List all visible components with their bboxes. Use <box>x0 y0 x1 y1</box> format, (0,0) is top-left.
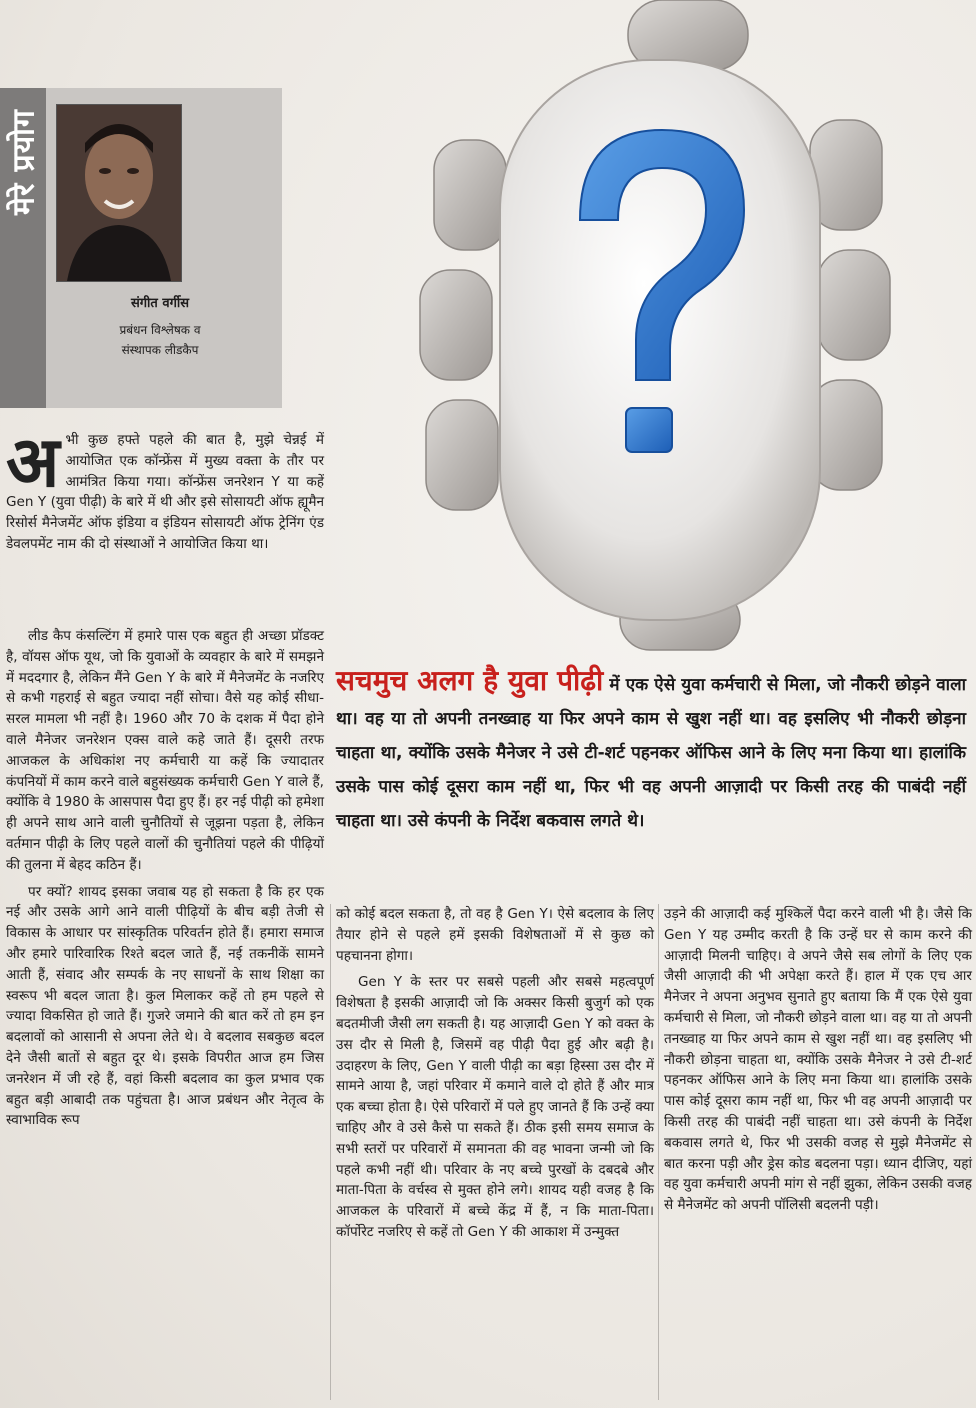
question-table-icon <box>400 0 976 660</box>
article-column-2 <box>336 904 654 1249</box>
author-title <box>60 320 260 360</box>
drop-cap: अ <box>6 421 60 503</box>
column-divider <box>330 904 331 1400</box>
article-paragraph <box>6 421 324 555</box>
article-paragraph: पर क्यों? शायद इसका जवाब यह हो सकता है कि हर एक नई और उसके आगे आने वाली पीढ़ियों के बीच बड़ी तेजी से विकास के आधार पर सांस्कृतिक परिवर्तन होते हैं। हमारा समाज और हमारे पारिवारिक रिश्ते बदल जाते हैं, नई तकनीकें सामने आती हैं, संवाद और सम्पर्क के नए साधनों के साथ शिक्षा का स्वरूप भी बदल जाता है। कुल मिलाकर कहें तो हम पहले से ज्यादा विकसित हो जाते हैं। गुजरे जमाने की बात करें तो हम इन बदलावों को आसानी से अपना लेते थे। वे बदलाव सबकुछ बदल देने जैसी बातों से बहुत दूर थे। इसके विपरीत आज हम जिस जनरेशन में जी रहे हैं, वहां किसी बदलाव का कुल प्रभाव एक बहुत बड़ी आबादी तक पहुंचता है। आज प्रबंधन और नेतृत्व के स्वाभाविक रूप <box>6 883 324 1129</box>
article-paragraph: उड़ने की आज़ादी कई मुश्किलें पैदा करने वाली भी है। जैसे कि Gen Y यह उम्मीद करती है कि उन्हें घर से काम करने की आज़ादी मिलनी चाहिए। वे अपने जैसे सब लोगों के लिए एक जैसी आज़ादी की भी अपेक्षा करते हैं। हाल में एक एच आर मैनेजर ने अपना अनुभव सुनाते हुए बताया कि मैं एक ऐसे युवा कर्मचारी से मिला, जो नौकरी छोड़ने वाला था। वह या तो अपनी तनख्वाह या फिर अपने काम से खुश नहीं था। वह इसलिए भी नौकरी छोड़ना चाहता था, क्योंकि उसके मैनेजर ने उसे टी-शर्ट पहनकर ऑफिस आने के लिए मना किया था। हालांकि उसके पास कोई दूसरा काम नहीं था, फिर भी वह अपनी आज़ादी पर किसी तरह की पाबंदी नहीं चाहता था। उसे कंपनी के निर्देश बकवास लगते थे, फिर भी उसकी वजह से मुझे मैनेजमेंट से बात करना पड़ी और ड्रेस कोड बदलना पड़ा। ध्यान दीजिए, यहां वह युवा कर्मचारी अपनी मांग से नहीं झुका, लेकिन उसकी वजह से मैनेजमेंट को अपनी पॉलिसी बदलनी पड़ी। <box>664 906 972 1214</box>
headline-text: में एक ऐसे युवा कर्मचारी से मिला, जो नौकरी छोड़ने वाला था। वह या तो अपनी तनख्वाह या फिर अपने काम से खुश नहीं था। वह इसलिए भी नौकरी छोड़ना चाहता था, क्योंकि उसके मैनेजर ने उसे टी-शर्ट पहनकर ऑफिस आने के लिए मना किया था। हालांकि उसके पास कोई दूसरा काम नहीं था, फिर भी वह अपनी आज़ादी पर किसी तरह की पाबंदी नहीं चाहता था। उसे कंपनी के निर्देश बकवास लगते थे। <box>336 675 967 831</box>
article-paragraph: Gen Y के स्तर पर सबसे पहली और सबसे महत्वपूर्ण विशेषता है इसकी आज़ादी जो कि अक्सर किसी बुजुर्ग को एक बदतमीजी जैसी लग सकती है। यह आज़ादी Gen Y को वक्त के उस दौर से मिली है, जिसमें वह पीढ़ी पैदा हुई और बढ़ी है। उदाहरण के लिए, Gen Y वाली पीढ़ी का बड़ा हिस्सा उस दौर में सामने आया है, जहां परिवार में कमाने वाले दो होते हैं और मात्र एक बच्चा होता है। ऐसे परिवारों में पले हुए जानते हैं कि उन्हें क्या चाहिए और वे उसे कैसे पा सकते हैं। ठीक इसी समय समाज के सभी स्तरों पर परिवारों में समानता की वह भावना जन्मी जो कि पहले कभी नहीं थी। परिवार के नए बच्चे पुरखों के दबदबे और माता-पिता के वर्चस्व से मुक्त होने लगे। शायद यही वजह है कि आजकल के परिवारों में बच्चे केंद्र में हैं, न कि माता-पिता। कॉर्पोरेट नजरिए से कहें तो Gen Y की आकाश में उन्मुक्त <box>336 974 654 1240</box>
article-column-1-top <box>6 421 324 561</box>
headline-title: सचमुच अलग है युवा पीढ़ी <box>336 664 604 697</box>
article-column-1 <box>6 626 324 1137</box>
headline-block <box>336 664 966 838</box>
author-name: संगीत वर्गीस <box>130 296 190 311</box>
article-column-3 <box>664 904 972 1222</box>
author-portrait-icon <box>57 105 181 281</box>
column-divider <box>658 904 659 1400</box>
article-paragraph: लीड कैप कंसल्टिंग में हमारे पास एक बहुत ही अच्छा प्रॉडक्ट है, वॉयस ऑफ यूथ, जो कि युवाओं के व्यवहार के बारे में समझने में मददगार है, लेकिन मैंने Gen Y के बारे में मैनेजमेंट के नजरिए से कभी गहराई से बहुत ज्यादा नहीं सोचा। वैसे यह कोई सीधा-सरल मामला भी नहीं है। 1960 और 70 के दशक में पैदा होने वाले मैनेजर जनरेशन एक्स वाले कहे जाते हैं। दूसरी तरफ आजकल के अधिकांश नए कर्मचारी या कहें कि ज्यादातर कंपनियों में काम करने वाले बहुसंख्यक कर्मचारी Gen Y वाले हैं, क्योंकि वे 1980 के आसपास पैदा हुए हैं। हर नई पीढ़ी को हमेशा ही अपने साथ आने वाली चुनौतियों से जूझना पड़ता है, लेकिन वर्तमान पीढ़ी के लिए पहले वालों की चुनौतियां पहले की पीढ़ियों की तुलना में बेहद कठिन हैं। <box>6 628 324 873</box>
author-photo <box>56 104 182 282</box>
article-paragraph: को कोई बदल सकता है, तो वह है Gen Y। ऐसे बदलाव के लिए तैयार होने से पहले हमें इसकी विशेषताओं में से कुछ को पहचानना होगा। <box>336 906 654 964</box>
meeting-table-illustration <box>400 0 976 660</box>
author-title-line2: संस्थापक लीडकैप <box>121 343 199 357</box>
column-tag: मेरे प्रयोग <box>6 109 42 215</box>
paragraph-text: भी कुछ हफ्ते पहले की बात है, मुझे चेन्नई में आयोजित एक कॉन्फ्रेंस में मुख्य वक्ता के तौर पर आमंत्रित किया गया। कॉन्फ्रेंस जनरेशन Y या कहें Gen Y (युवा पीढ़ी) के बारे में थी और इसे सोसायटी ऑफ ह्यूमैन रिसोर्स मैनेजमेंट ऑफ इंडिया व इंडियन सोसायटी ऑफ ट्रेनिंग एंड डेवलपमेंट नाम की दो संस्थाओं ने आयोजित किया था। <box>6 432 324 552</box>
author-title-line1: प्रबंधन विश्लेषक व <box>119 323 201 337</box>
